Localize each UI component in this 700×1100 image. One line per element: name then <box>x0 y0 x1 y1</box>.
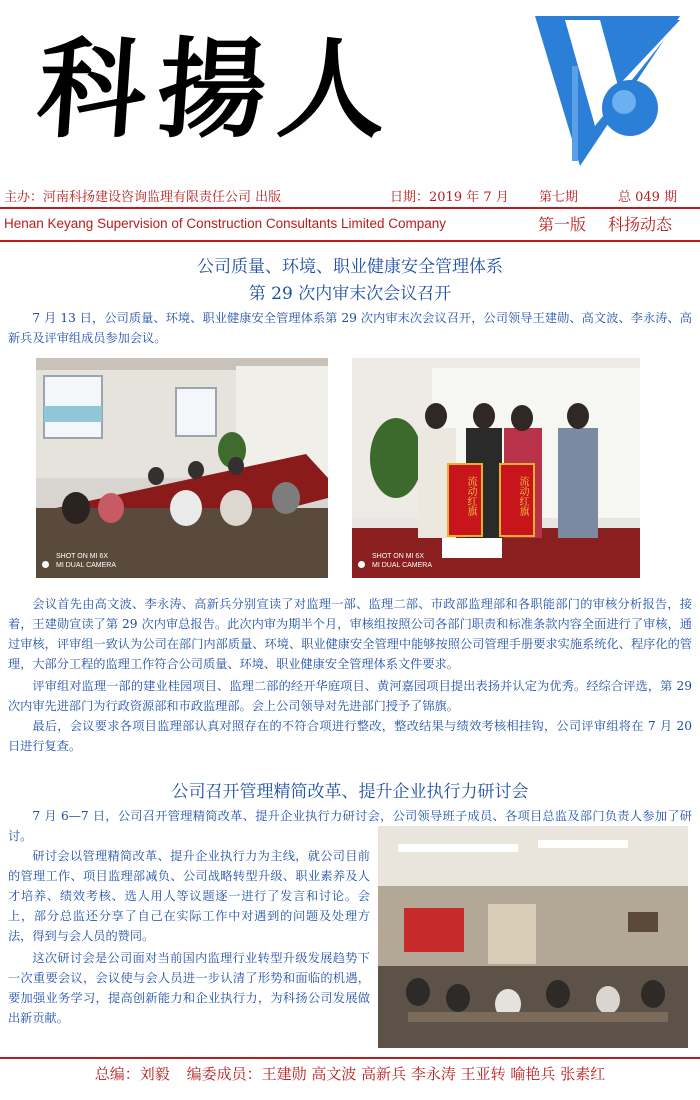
company-logo-icon <box>520 6 690 176</box>
header-bottom-divider <box>0 240 700 242</box>
article1-paragraph-2: 评审组对监理一部的建业桂园项目、监理二部的经开华庭项目、黄河嘉园项目提出表扬并认定为优秀。经综合评选，第 29 次内审先进部门为行政资源部和市政监理部。会上公司领导对先进部门授予了锦旗。 <box>8 679 692 713</box>
issue-date: 日期：2019 年 7 月 <box>390 190 509 205</box>
seminar-photo <box>378 826 688 1048</box>
article1-title-line2: 第 29 次内审末次会议召开 <box>248 284 452 304</box>
meeting-photo-scene <box>36 358 328 578</box>
article2-paragraph-2: 这次研讨会是公司面对当前国内监理行业转型升级发展趋势下一次重要会议，会议使与会人员进一步认清了形势和面临的机遇，要加强业务学习，提高创新能力和企业执行力，为科扬公司发展做出新贡献。 <box>8 951 370 1025</box>
editor-in-chief: 总编：刘毅 <box>94 1065 170 1083</box>
camera-dot-icon <box>358 561 365 568</box>
english-company-name: Henan Keyang Supervision of Construction Consultants Limited Company <box>4 216 446 231</box>
article2-title: 公司召开管理精简改革、提升企业执行力研讨会 <box>171 782 529 802</box>
issue-number: 第七期 <box>539 190 579 205</box>
masthead <box>0 0 700 180</box>
edition-label: 第一版 <box>538 215 587 234</box>
article2-intro: 7 月 6—7 日，公司召开管理精简改革、提升企业执行力研讨会，公司领导班子成员、各项目总监及部门负责人参加了研讨。 <box>8 809 692 843</box>
editorial-board: 编委成员：王建勋 高文波 高新兵 李永涛 王亚转 喻艳兵 张素红 <box>186 1065 606 1083</box>
meeting-photo <box>36 358 328 578</box>
article2-paragraph-1: 研讨会以管理精简改革、提升企业执行力为主线，就公司目前的管理工作、项目监理部减负、公司战略转型升级、职业素养及人才培养、绩效考核、选人用人等议题逐一进行了发言和讨论。会上，部分总监还分享了自己在实际工作中对遇到的问题及处理方法，得到与会人员的赞同。 <box>8 849 370 943</box>
camera-watermark: SHOT ON MI 6X MI DUAL CAMERA <box>56 553 117 569</box>
camera-dot-icon <box>42 561 49 568</box>
article1-paragraph-3: 最后，会议要求各项目监理部认真对照存在的不符合项进行整改，整改结果与绩效考核相挂钩，公司评审组将在 7 月 20 日进行复查。 <box>8 719 692 753</box>
award-photo-scene <box>352 358 640 578</box>
total-issue-number: 总 049 期 <box>618 190 678 205</box>
award-photo <box>352 358 640 578</box>
header-divider <box>0 207 700 209</box>
seminar-photo-scene <box>378 826 688 1048</box>
article1-intro: 7 月 13 日，公司质量、环境、职业健康安全管理体系第 29 次内审末次会议召开，公司领导王建勋、高文波、李永涛、高新兵及评审组成员参加会议。 <box>8 311 692 345</box>
footer <box>0 1063 700 1084</box>
article1-title-line1: 公司质量、环境、职业健康安全管理体系 <box>197 257 503 277</box>
sponsor-line: 主办：河南科扬建设咨询监理有限责任公司 出版 <box>4 190 282 205</box>
banner-right: 流动红旗 <box>517 476 528 516</box>
banner-left: 流动红旗 <box>465 476 476 516</box>
camera-watermark: SHOT ON MI 6X MI DUAL CAMERA <box>372 553 433 569</box>
article1-paragraph-1: 会议首先由高文波、李永涛、高新兵分别宣读了对监理一部、监理二部、市政部监理部和各职能部门的审核分析报告，接着，王建勋宣读了第 29 次内审总报告。此次内审为期半个月，审核组按照公司各部门职责和标准条款内容全面进行了审核，通过审核，评审组一致认为公司在部门内部质量、环境、职业健康安全管理中能够按照公司管理手册要求实施系统化、程序化的管理，大部分工程的监理工作符合公司质量、环境、职业健康安全管理体系文件要求。 <box>8 597 692 671</box>
brand-name: 科揚人 <box>33 27 403 153</box>
section-label: 科扬动态 <box>608 215 673 234</box>
footer-divider <box>0 1057 700 1059</box>
